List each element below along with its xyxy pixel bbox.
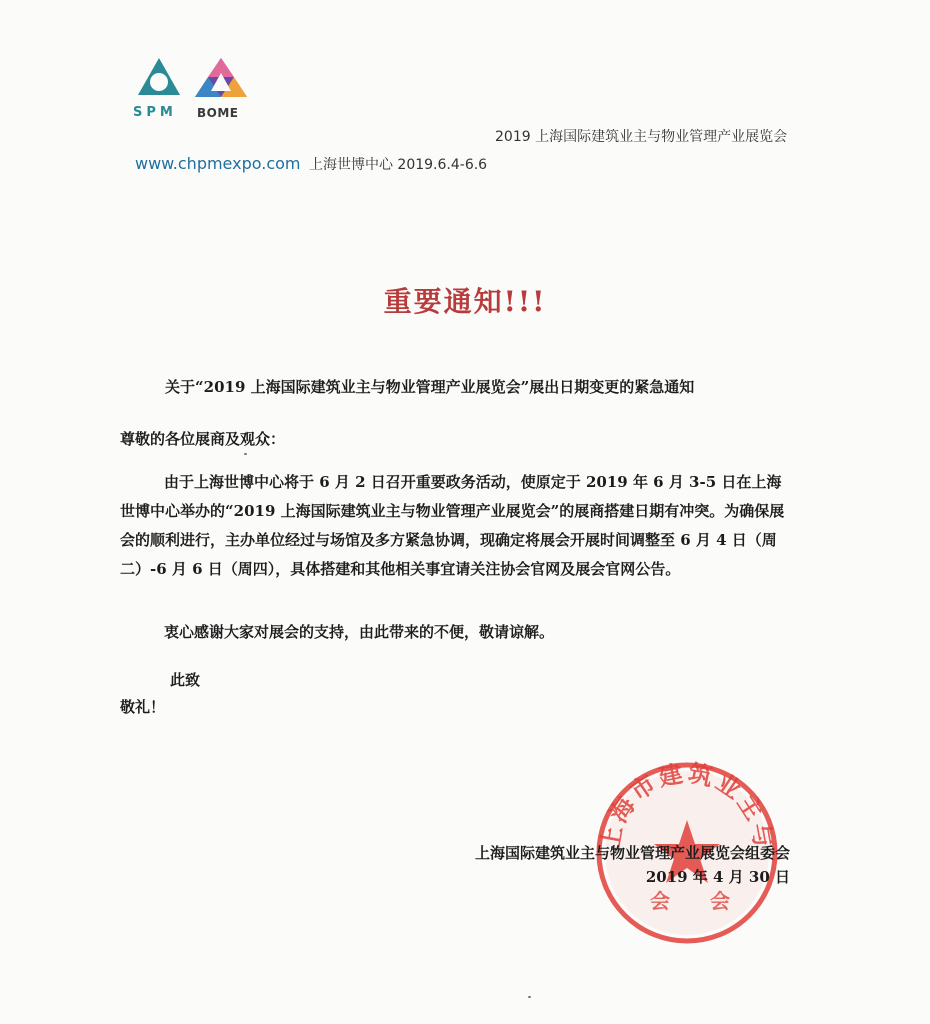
website-line <box>135 154 487 174</box>
scan-speck <box>528 996 531 998</box>
svg-text:上海市建筑业主与: 上海市建筑业主与 <box>596 759 778 853</box>
venue-dates: 上海世博中心 2019.6.4-6.6 <box>308 157 488 173</box>
organizer-name: 上海国际建筑业主与物业管理产业展览会组委会 <box>474 844 790 862</box>
notice-title: 重要通知!!! <box>383 285 547 318</box>
website-link[interactable]: www.chpmexpo.com <box>135 154 301 173</box>
scan-speck <box>244 453 247 455</box>
body-paragraph-2: 衷心感谢大家对展会的支持，由此带来的不便，敬请谅解。 <box>164 623 555 641</box>
bome-logo-text: BOME <box>197 106 239 120</box>
expo-logo <box>133 55 253 125</box>
spm-logo-text: SPM <box>133 105 177 120</box>
salutation: 尊敬的各位展商及观众： <box>120 430 286 448</box>
signature-date: 2019 年 4 月 30 日 <box>645 868 790 886</box>
logo-mark-icon <box>133 55 253 107</box>
expo-title: 2019 上海国际建筑业主与物业管理产业展览会 <box>495 129 788 145</box>
body-paragraph-1: 由于上海世博中心将于 6 月 2 日召开重要政务活动，使原定于 2019 年 6 月 3-5 日在上海世博中心举办的“2019 上海国际建筑业主与物业管理产业展览会”的展商搭建日期有冲突。为确保展会的顺利进行，主办单位经过与场馆及多方紧急协调，现确定将展会开展时间调整至 6 月 4 日（周二）-6 月 6 日（周四），具体搭建和其他相关事宜请关注协会官网及展会官网公告。 <box>120 473 785 578</box>
svg-text:会: 会 <box>710 889 730 913</box>
notice-subject: 关于“2019 上海国际建筑业主与物业管理产业展览会”展出日期变更的紧急通知 <box>165 378 695 396</box>
closing-line-1: 此致 <box>170 671 201 689</box>
svg-text:会: 会 <box>650 889 670 913</box>
closing-line-2: 敬礼！ <box>120 698 166 716</box>
